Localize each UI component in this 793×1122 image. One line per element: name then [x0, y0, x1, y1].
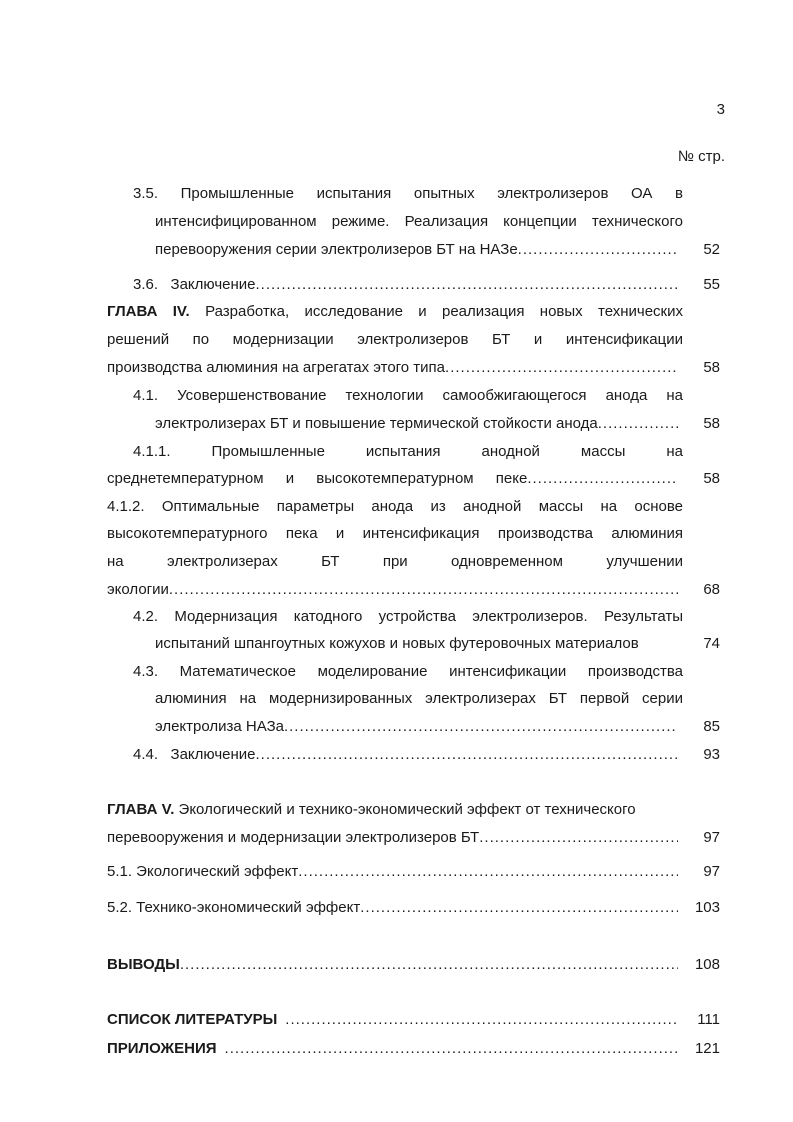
leader-dots: [285, 1010, 678, 1030]
toc-entry-3-6[interactable]: [133, 275, 678, 295]
toc-page: 97: [703, 829, 720, 846]
toc-line: интенсифицированном режиме. Реализация концепции технического: [155, 213, 683, 230]
toc-line: электролизерах БТ и повышение термической стойкости анода: [155, 415, 598, 432]
toc-line: перевооружения серии электролизеров БТ на НАЗе: [155, 241, 518, 258]
toc-page: 111: [697, 1011, 720, 1028]
toc-entry-4-1-1[interactable]: [107, 469, 678, 489]
toc-line: высокотемпературного пека и интенсификация производства алюминия: [107, 525, 683, 542]
chapter-label: ГЛАВА IV.: [107, 303, 190, 320]
toc-page: 108: [694, 956, 720, 973]
toc-line: производства алюминия на агрегатах этого типа: [107, 359, 446, 376]
leader-dots: [445, 358, 678, 378]
toc-heading: ПРИЛОЖЕНИЯ: [107, 1040, 217, 1057]
toc-line: 4.1.1. Промышленные испытания анодной массы на: [133, 443, 683, 460]
toc-page: 97: [703, 863, 720, 880]
page-number: 3: [716, 101, 725, 118]
toc-entry-4-1[interactable]: [155, 414, 678, 434]
toc-page: 52: [703, 241, 720, 258]
toc-entry-4-3[interactable]: [155, 717, 678, 737]
toc-line: на электролизерах БТ при одновременном улучшении: [107, 553, 683, 570]
toc-page: 58: [703, 415, 720, 432]
toc-entry-3-5[interactable]: [155, 240, 678, 260]
toc-line: 3.5. Промышленные испытания опытных электролизеров ОА в: [133, 185, 683, 202]
chapter-4-heading[interactable]: [107, 302, 683, 322]
toc-heading: ВЫВОДЫ: [107, 956, 180, 973]
leader-dots: [256, 275, 679, 295]
toc-entry-4-2[interactable]: испытаний шпангоутных кожухов и новых футеровочных материалов: [155, 635, 639, 652]
toc-page: 121: [694, 1040, 720, 1057]
leader-dots: [284, 717, 678, 737]
toc-line: 4.4. Заключение: [133, 746, 256, 763]
toc-line: 4.3. Математическое моделирование интенсификации производства: [133, 663, 683, 680]
leader-dots: [225, 1039, 678, 1059]
toc-line: 3.6. Заключение: [133, 276, 256, 293]
leader-dots: [360, 898, 678, 918]
toc-line: 5.1. Экологический эффект: [107, 863, 299, 880]
toc-page: 103: [694, 899, 720, 916]
toc-entry-ch5[interactable]: [107, 828, 678, 848]
toc-page: 58: [703, 470, 720, 487]
toc-page: 74: [703, 635, 720, 652]
toc-line: среднетемпературном и высокотемпературном пеке: [107, 470, 528, 487]
toc-line: экологии: [107, 581, 169, 598]
toc-line: Разработка, исследование и реализация новых технических: [205, 303, 683, 320]
toc-line: перевооружения и модернизации электролизеров БТ: [107, 829, 480, 846]
toc-entry-ch4[interactable]: [107, 358, 678, 378]
toc-line: 4.1. Усовершенствование технологии самообжигающегося анода на: [133, 387, 683, 404]
leader-dots: [598, 414, 678, 434]
toc-page: 58: [703, 359, 720, 376]
toc-entry-appendices[interactable]: [107, 1039, 678, 1059]
toc-line: решений по модернизации электролизеров БТ и интенсификации: [107, 331, 683, 348]
toc-page: 55: [703, 276, 720, 293]
toc-entry-4-4[interactable]: [133, 745, 678, 765]
leader-dots: [527, 469, 678, 489]
toc-line: 4.2. Модернизация катодного устройства электролизеров. Результаты: [133, 608, 683, 625]
toc-page: 85: [703, 718, 720, 735]
toc-line: 4.1.2. Оптимальные параметры анода из анодной массы на основе: [107, 498, 683, 515]
toc-line: электролиза НАЗа: [155, 718, 284, 735]
toc-line: алюминия на модернизированных электролизерах БТ первой серии: [155, 690, 683, 707]
leader-dots: [479, 828, 678, 848]
toc-entry-references[interactable]: [107, 1010, 678, 1030]
page-column-header: № стр.: [677, 148, 725, 165]
toc-entry-5-2[interactable]: [107, 898, 678, 918]
leader-dots: [518, 240, 678, 260]
chapter-5-heading[interactable]: [107, 800, 636, 820]
leader-dots: [180, 955, 678, 975]
leader-dots: [298, 862, 678, 882]
toc-entry-4-1-2[interactable]: [107, 580, 678, 600]
leader-dots: [256, 745, 679, 765]
toc-entry-conclusions[interactable]: [107, 955, 678, 975]
toc-entry-5-1[interactable]: [107, 862, 678, 882]
toc-line: Экологический и технико-экономический эффект от технического: [178, 801, 636, 818]
chapter-label: ГЛАВА V.: [107, 801, 175, 818]
toc-page: 68: [703, 581, 720, 598]
toc-page: 93: [703, 746, 720, 763]
toc-heading: СПИСОК ЛИТЕРАТУРЫ: [107, 1011, 278, 1028]
toc-line: 5.2. Технико-экономический эффект: [107, 899, 361, 916]
leader-dots: [169, 580, 678, 600]
